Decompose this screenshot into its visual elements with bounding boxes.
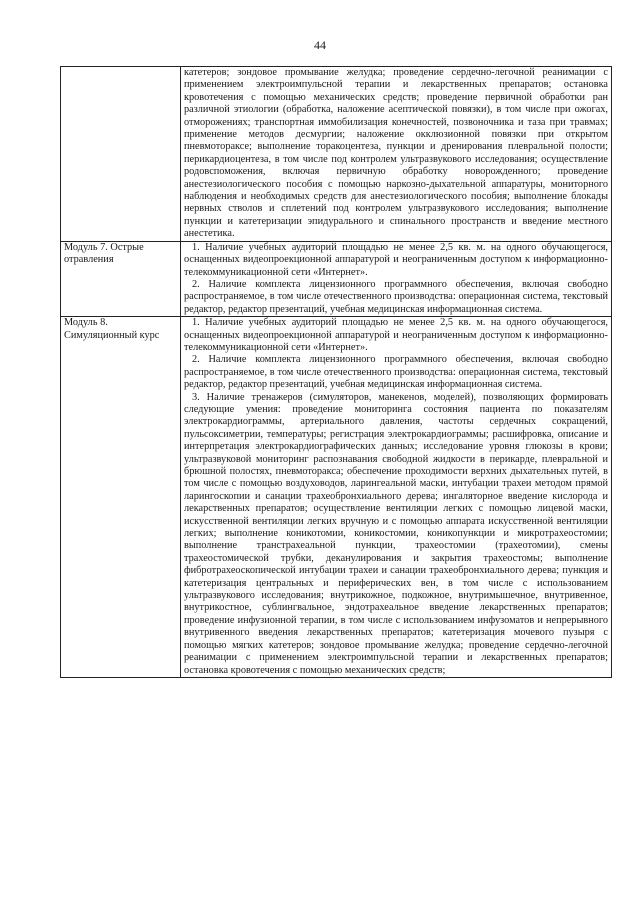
requirement-paragraph: 2. Наличие комплекта лицензионного программного обеспечения, включая свободно распространяемое, в том числе отечественного производства: операционная система, текстовый редактор, редактор презентаций, учебная медицинская информационная система. — [184, 278, 608, 315]
requirement-paragraph: 1. Наличие учебных аудиторий площадью не менее 2,5 кв. м. на одного обучающегося, оснащенных видеопроекционной аппаратурой и неограниченным доступом к информационно-телекоммуникационной сети «Интернет». — [184, 241, 608, 278]
table-row — [61, 317, 612, 678]
requirement-paragraph: 2. Наличие комплекта лицензионного программного обеспечения, включая свободно распространяемое, в том числе отечественного производства: операционная система, текстовый редактор, редактор презентаций, учебная медицинская информационная система. — [184, 354, 608, 391]
requirements-cell — [181, 67, 612, 242]
requirements-table — [60, 66, 612, 678]
requirements-cell — [181, 241, 612, 316]
requirements-cell — [181, 317, 612, 678]
requirement-paragraph: 1. Наличие учебных аудиторий площадью не менее 2,5 кв. м. на одного обучающегося, оснащенных видеопроекционной аппаратурой и неограниченным доступом к информационно-телекоммуникационной сети «Интернет». — [184, 317, 608, 353]
module-name-cell — [61, 67, 181, 242]
page-number: 44 — [314, 38, 326, 52]
module-name-cell: Модуль 7. Острые отравления — [61, 241, 181, 316]
table-row — [61, 241, 612, 316]
requirement-paragraph: 3. Наличие тренажеров (симуляторов, манекенов, моделей), позволяющих формировать следующие умения: проведение мониторинга состояния пациента по показателям электрокардиограммы, артериального давления, частоты сердечных сокращений, пульсоксиметрии, температуры; регистрация электрокардиограммы; расшифровка, описание и интерпретация электрокардиографических данных; исследование уровня глюкозы в крови; ультразвуковой мониторинг распознавания свободной жидкости в перикарде, плевральной и брюшной полостях, пневмоторакса; обеспечение проходимости верхних дыхательных путей, в том числе с помощью воздуховодов, ларингеальной маски, интубации трахеи методом прямой ларингоскопии и санации трахеобронхиального дерева; ингаляторное введение кислорода и лекарственных препаратов; осуществление вентиляции легких с помощью лицевой маски, искусственной вентиляции легких вручную и с помощью аппарата искусственной вентиляции легких; выполнение коникотомии, коникостомии, коникопункции и микротрахеостомии; выполнение транстрахеальной пункции, трахеостомии (трахеотомии), смены трахеостомической трубки, деканулирования и закрытия трахеостомы; выполнение фибротрахеоскопической интубации трахеи и санации трахеобронхиального дерева; пункция и катетеризация центральных и периферических вен, в том числе с использованием ультразвукового исследования; внутрикожное, подкожное, внутримышечное, внутривенное, внутрикостное, сублингвальное, эндотрахеальное введение лекарственных препаратов; проведение инфузионной терапии, в том числе с использованием инфузоматов и непрерывного внутривенного введения лекарственных препаратов; катетеризация мочевого пузыря с помощью мягких катетеров; зондовое промывание желудка; проведение сердечно-легочной реанимации с применением электроимпульсной терапии и лекарственных препаратов; остановка кровотечения с помощью механических средств; — [184, 391, 608, 676]
module-name-cell: Модуль 8. Симуляционный курс — [61, 317, 181, 678]
table-row — [61, 67, 612, 242]
requirement-paragraph: катетеров; зондовое промывание желудка; проведение сердечно-легочной реанимации с применением электроимпульсной терапии и лекарственных препаратов; остановка кровотечения с помощью механических средств; проведение первичной обработки ран различной этиологии (обработка, наложение асептической повязки), в том числе при ожогах, отморожениях; транспортная иммобилизация конечностей, позвоночника и таза при травмах; применение методов десмургии; наложение окклюзионной повязки при открытом пневмотораксе; выполнение торакоцентеза, пункции и дренирования плевральной полости; перикардиоцентеза, в том числе под контролем ультразвукового исследования; осуществление родовспоможения, включая первичную обработку новорожденного; проведение анестезиологического пособия с помощью наркозно-дыхательной аппаратуры, мониторного наблюдения и необходимых средств для анестезиологического пособия; выполнение блокады нервных стволов и сплетений под контролем ультразвукового исследования; выполнение пункции и катетеризации эпидурального и спинального пространств и введение местного анестетика. — [184, 67, 608, 240]
